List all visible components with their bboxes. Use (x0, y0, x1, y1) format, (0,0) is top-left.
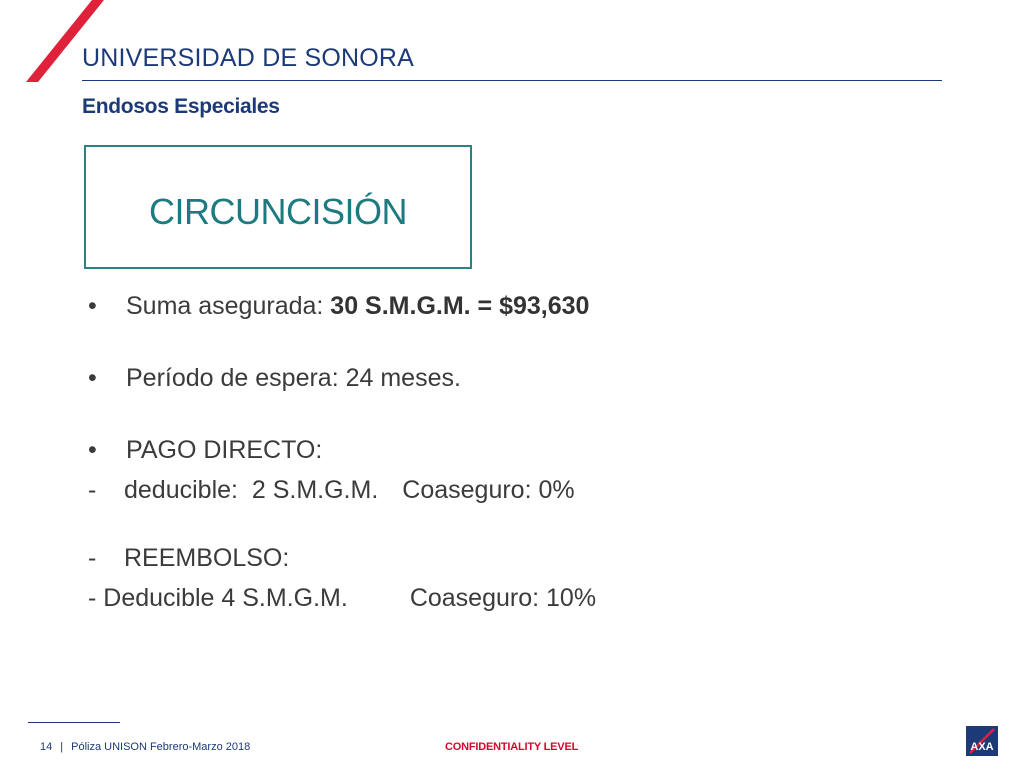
logo-text: AXA (970, 741, 994, 753)
list-item-pd-deducible (88, 476, 575, 505)
re-coaseguro-text: Coaseguro: 10% (409, 584, 597, 612)
footer-page-info (40, 741, 250, 753)
footer-doc-title: Póliza UNISON Febrero-Marzo 2018 (71, 741, 251, 753)
header-divider (82, 80, 942, 81)
bullet-icon: • (88, 364, 97, 392)
axa-logo-icon (966, 726, 998, 756)
header-title: UNIVERSIDAD DE SONORA (82, 44, 415, 72)
list-item-re-deducible (88, 584, 596, 613)
footer-divider (28, 722, 120, 723)
pd-deducible-text: deducible: 2 S.M.G.M. (124, 476, 379, 504)
bullet-icon: • (88, 292, 97, 320)
box-title: CIRCUNCISIÓN (148, 191, 407, 232)
bullet-icon: • (88, 436, 97, 464)
suma-label: Suma asegurada: (126, 292, 331, 320)
page-number: 14 (40, 741, 53, 753)
suma-value: 30 S.M.G.M. = $93,630 (330, 292, 590, 320)
pago-directo-text: PAGO DIRECTO: (126, 436, 323, 464)
periodo-text: Período de espera: 24 meses. (126, 364, 461, 392)
list-item-reembolso (88, 544, 289, 573)
list-item-suma (88, 292, 589, 321)
section-subtitle: Endosos Especiales (82, 95, 280, 118)
pd-coaseguro-text: Coaseguro: 0% (402, 476, 575, 504)
dash-marker: - (88, 476, 97, 504)
re-deducible-text: - Deducible 4 S.M.G.M. (88, 584, 348, 612)
list-item-periodo (88, 364, 461, 393)
reembolso-text: REEMBOLSO: (124, 544, 290, 572)
confidentiality-label: CONFIDENTIALITY LEVEL (445, 741, 579, 753)
footer-separator: | (60, 741, 64, 753)
dash-marker: - (88, 544, 97, 572)
title-box (84, 145, 472, 269)
list-item-pago-directo (88, 436, 322, 465)
